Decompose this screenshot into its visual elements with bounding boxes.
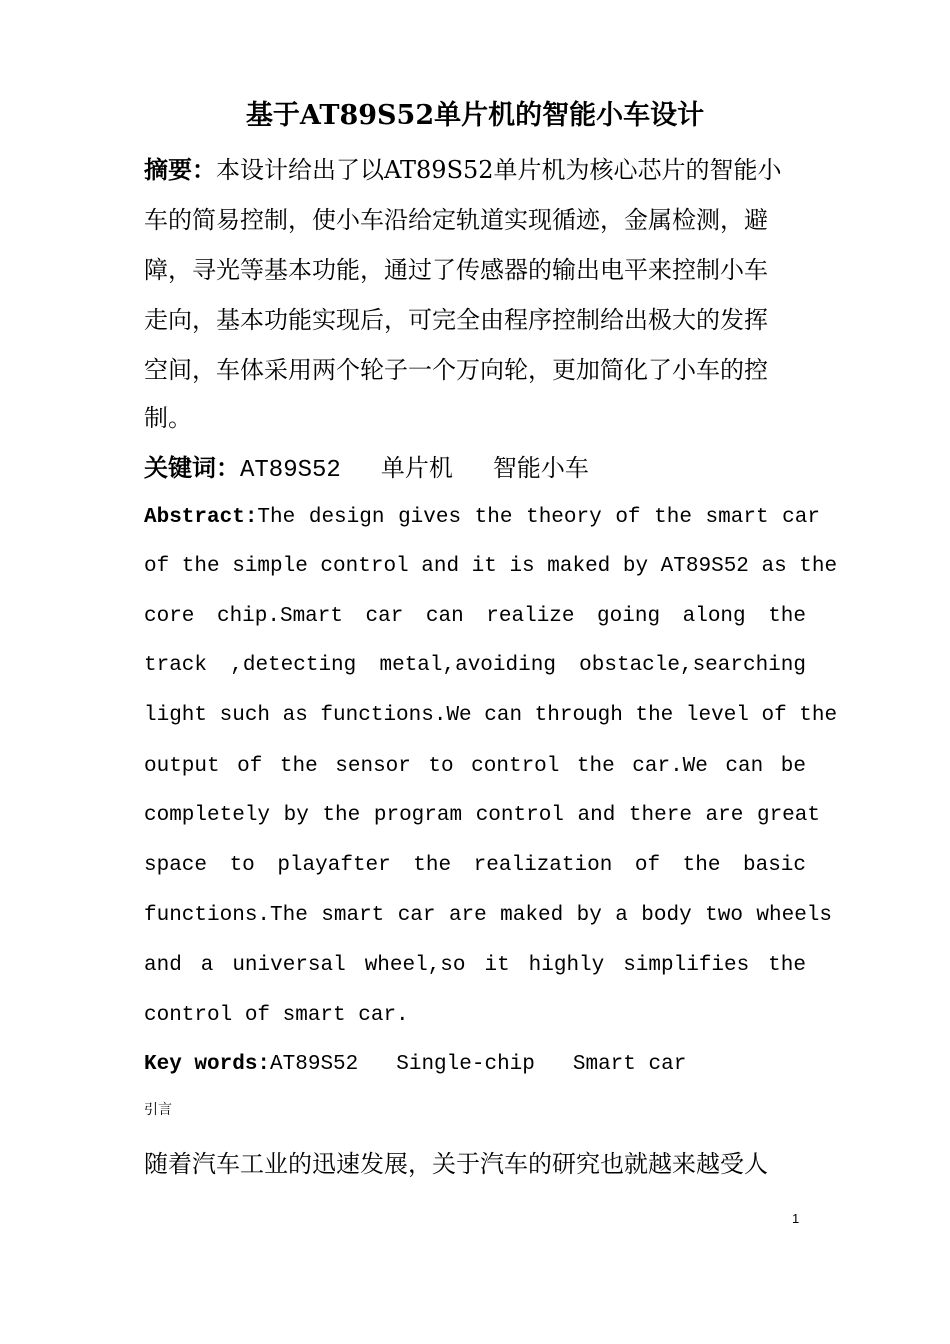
abstract-cn-line: 障，寻光等基本功能，通过了传感器的输出电平来控制小车 (144, 256, 768, 284)
abstract-cn-label: 摘要： (144, 155, 216, 184)
abstract-cn-line (144, 152, 824, 188)
keyword-item: Single-chip (396, 1053, 535, 1076)
abstract-cn-line: 走向，基本功能实现后，可完全由程序控制给出极大的发挥 (144, 306, 768, 334)
keywords-cn (144, 450, 824, 489)
abstract-en-line: control of smart car. (144, 1004, 409, 1027)
keyword-item: 智能小车 (492, 454, 589, 482)
keyword-item: AT89S52 (270, 1053, 359, 1076)
abstract-cn-text: 本设计给出了以AT89S52单片机为核心芯片的智能小 (216, 156, 782, 184)
abstract-en-line: track ,detecting metal,avoiding obstacle,searching (144, 654, 806, 677)
keywords-en-label: Key words: (144, 1053, 271, 1076)
abstract-en-line: light such as functions.We can through the level of the (144, 704, 838, 727)
intro-paragraph-line: 随着汽车工业的迅速发展，关于汽车的研究也就越来越受人 (144, 1150, 768, 1178)
abstract-en-label: Abstract: (144, 506, 258, 529)
intro-heading: 引言 (144, 1102, 172, 1118)
abstract-en-line: completely by the program control and there are great (144, 804, 820, 827)
abstract-en-line: space to playafter the realization of the basic (144, 854, 806, 877)
abstract-cn-line: 制。 (144, 404, 192, 432)
abstract-en-line: functions.The smart car are maked by a body two wheels (144, 904, 832, 927)
document-title: 基于AT89S52单片机的智能小车设计 (245, 100, 705, 131)
abstract-en-line: output of the sensor to control the car.We can be (144, 755, 806, 778)
keyword-item: Smart car (572, 1053, 687, 1076)
keywords-en (144, 1049, 824, 1081)
abstract-en-line (144, 502, 820, 534)
keyword-item: 单片机 (380, 454, 453, 482)
keywords-cn-label: 关键词： (144, 453, 240, 482)
abstract-cn-line: 空间，车体采用两个轮子一个万向轮，更加简化了小车的控 (144, 356, 768, 384)
page-number: 1 (792, 1211, 800, 1226)
abstract-en-line: and a universal wheel,so it highly simplifies the (144, 954, 806, 977)
keyword-item: AT89S52 (240, 457, 341, 484)
abstract-en-text: The design gives the theory of the smart car (257, 506, 820, 529)
abstract-cn-line: 车的简易控制，使小车沿给定轨道实现循迹，金属检测，避 (144, 206, 768, 234)
abstract-en-line: of the simple control and it is maked by AT89S52 as the (144, 555, 838, 578)
abstract-en-line: core chip.Smart car can realize going along the (144, 605, 806, 628)
